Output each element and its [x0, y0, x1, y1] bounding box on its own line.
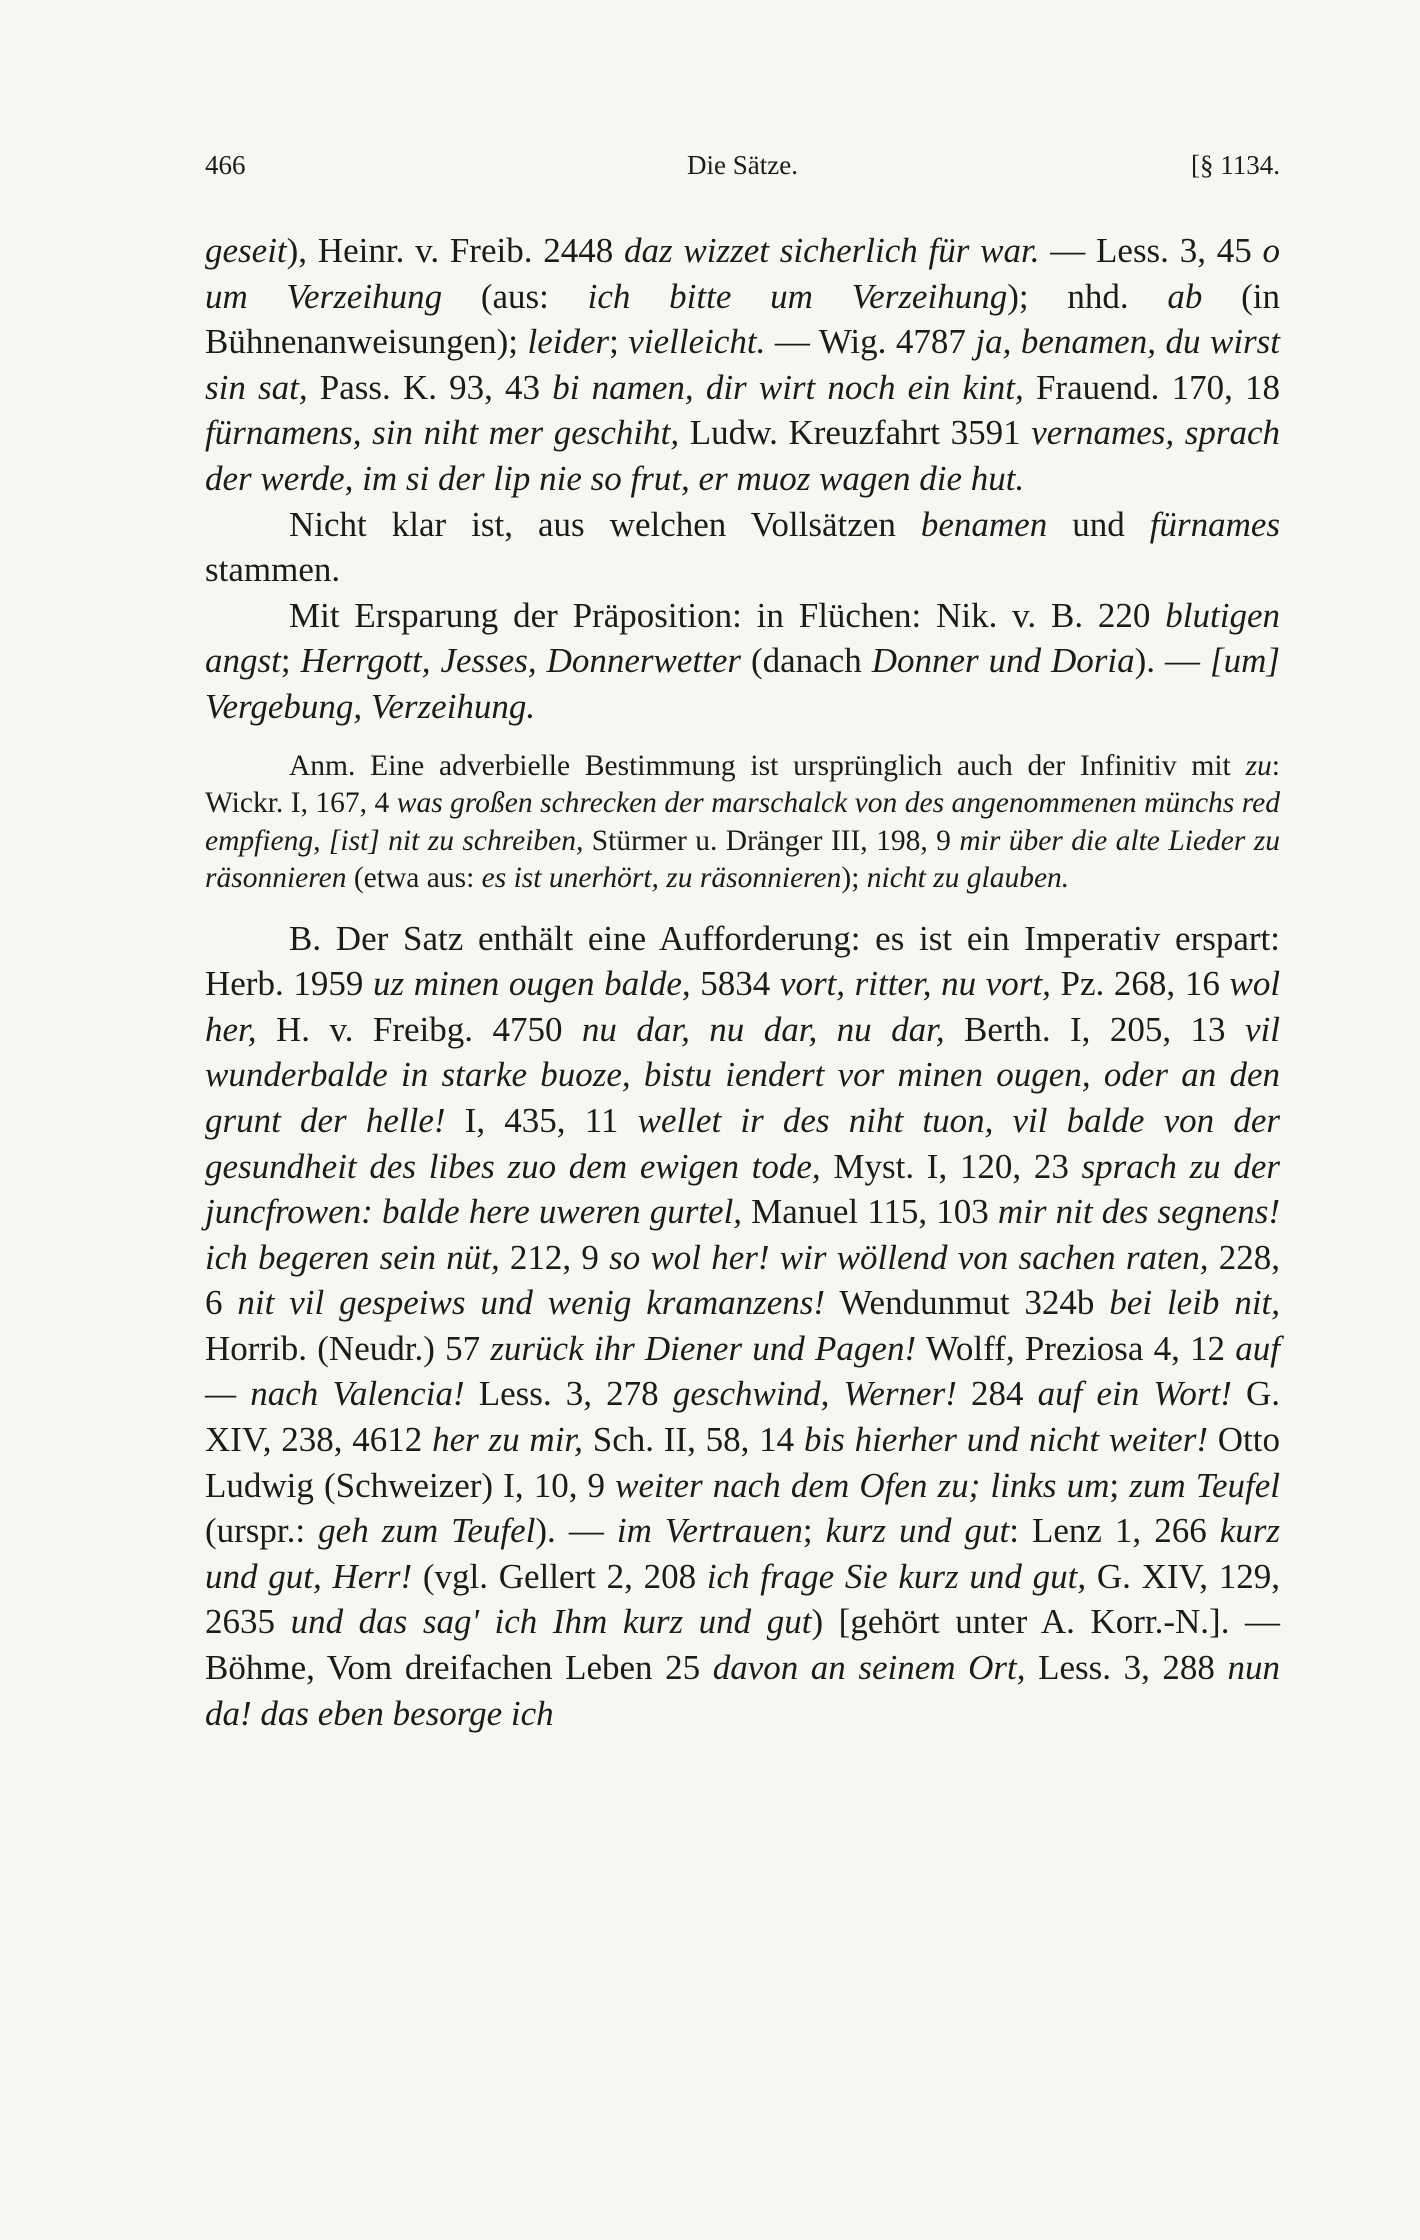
italic-quote: her zu mir, [432, 1420, 583, 1460]
italic-quote: vort, ritter, nu vort, [779, 964, 1051, 1004]
text-run: und [1047, 504, 1150, 544]
text-run: (urspr.: [205, 1511, 319, 1551]
italic-quote: und das sag' ich Ihm kurz und gut [290, 1602, 812, 1642]
text-run: Wendunmut 324b [825, 1283, 1110, 1323]
italic-quote: ja, benamen, du wirst sin sat, [205, 322, 1281, 407]
italic-quote: es ist unerhört, zu räsonnieren [481, 862, 842, 895]
italic-quote: auf — nach Valencia! [205, 1328, 1281, 1414]
text-run: H. v. Freibg. 4750 [256, 1009, 582, 1049]
text-run: (danach [741, 641, 872, 681]
text-run: B. Der Satz enthält eine Aufforderung: es ist ein Imperativ erspart: Herb. 1959 [205, 918, 1280, 1004]
text-run: (vgl. Gellert 2, 208 [412, 1556, 707, 1596]
text-run: ; [280, 641, 301, 681]
italic-quote: so wol her! wir wöllend von sachen raten, [609, 1237, 1209, 1277]
italic-quote: kurz und gut [825, 1511, 1010, 1551]
italic-quote: uz minen ougen balde, [373, 964, 691, 1004]
text-run: Pz. 268, 16 [1050, 964, 1230, 1004]
text-run: ); [841, 862, 867, 895]
paragraph-ersparung [205, 593, 1280, 730]
italic-quote: kurz und gut, Herr! [205, 1511, 1280, 1596]
text-run: Myst. I, 120, 23 [820, 1146, 1082, 1186]
text-run: I, 435, 11 [445, 1100, 638, 1140]
italic-quote: nun da! das eben besorge ich [205, 1648, 1280, 1733]
page-number: 466 [205, 150, 246, 180]
text-run: Pass. K. 93, 43 [307, 367, 553, 407]
text-run: Sch. II, 58, 14 [582, 1420, 804, 1460]
text-run: : Lenz 1, 266 [1009, 1511, 1220, 1551]
text-run: Anm. Eine adverbielle Bestimmung ist ursprünglich auch der Infinitiv mit [289, 749, 1246, 782]
text-run: 5834 [690, 964, 780, 1004]
text-run: stammen. [205, 550, 341, 590]
italic-quote: vielleicht. [628, 322, 766, 362]
text-run: : Wickr. I, 167, 4 [205, 749, 1280, 820]
text-run: (in Bühnenanweisungen); [205, 276, 1280, 362]
running-header [205, 150, 1280, 190]
italic-quote: auf ein Wort! [1037, 1374, 1232, 1414]
text-run: Otto Ludwig (Schweizer) I, 10, 9 [205, 1420, 1280, 1505]
italic-quote: nicht zu glauben. [866, 862, 1070, 895]
italic-quote: Donner und Doria [871, 641, 1135, 681]
italic-quote: fürnames [1149, 504, 1281, 544]
text-run: ). — [1134, 641, 1210, 681]
italic-quote: nu dar, nu dar, nu dar, [581, 1009, 945, 1049]
italic-quote: zurück ihr Diener und Pagen! [490, 1328, 917, 1368]
italic-quote: leider [527, 322, 610, 362]
annotation-note [205, 748, 1280, 898]
italic-quote: bei leib nit, [1109, 1283, 1281, 1323]
text-run: — Wig. 4787 [765, 322, 976, 362]
italic-quote: Herrgott, Jesses, Donnerwetter [300, 641, 742, 681]
text-run: 284 [956, 1374, 1038, 1414]
italic-quote: mir nit des segnens! ich begeren sein nüt, [205, 1192, 1280, 1277]
italic-quote: geh zum Teufel [318, 1511, 536, 1551]
text-run: (aus: [442, 276, 588, 316]
text-run: ) [gehört unter A. Korr.-N.]. — Böhme, Vom dreifachen Leben 25 [205, 1602, 1281, 1688]
text-run: Berth. I, 205, 13 [944, 1009, 1246, 1049]
italic-quote: zum Teufel [1129, 1465, 1280, 1505]
text-run: ; [1109, 1465, 1130, 1505]
text-run: (etwa aus: [346, 862, 482, 895]
italic-quote: benamen [920, 504, 1048, 544]
text-run: Horrib. (Neudr.) 57 [205, 1328, 491, 1368]
italic-quote: geschwind, Werner! [672, 1374, 957, 1414]
paragraph-section-b [205, 916, 1280, 1737]
italic-quote: ich frage Sie kurz und gut, [706, 1556, 1087, 1596]
text-run: Mit Ersparung der Präposition: in Flüchen: Nik. v. B. 220 [289, 595, 1166, 635]
text-run: — Less. 3, 45 [1039, 231, 1263, 270]
italic-quote: zu [1245, 749, 1272, 782]
italic-quote: blutigen angst [205, 595, 1280, 681]
text-run: Frauend. 170, 18 [1023, 367, 1280, 407]
italic-quote: vil wunderbalde in starke buoze, bistu iendert vor minen ougen, oder an den grunt der helle! [205, 1009, 1280, 1140]
italic-quote: ich bitte um Verzeihung [587, 276, 1008, 316]
italic-quote: wellet ir des niht tuon, vil balde von der gesundheit des libes zuo dem ewigen tode, [205, 1100, 1280, 1186]
text-run: ; [802, 1511, 826, 1551]
italic-quote: mir über die alte Lieder zu räsonnieren [205, 824, 1280, 895]
italic-quote: fürnamens, sin niht mer geschiht, [205, 413, 680, 453]
text-run: 212, 9 [499, 1237, 610, 1277]
text-run: Ludw. Kreuzfahrt 3591 [679, 413, 1032, 453]
section-reference: [§ 1134. [1191, 150, 1280, 180]
text-run: Stürmer u. Dränger III, 198, 9 [583, 824, 960, 857]
text-run: Manuel 115, 103 [742, 1192, 998, 1232]
italic-quote: im Vertrauen [616, 1511, 803, 1551]
text-run: Wolff, Preziosa 4, 12 [916, 1328, 1236, 1368]
text-run: ), Heinr. v. Freib. 2448 [286, 231, 625, 270]
italic-quote: weiter nach dem Ofen zu; links um [615, 1465, 1110, 1505]
italic-quote: geseit [205, 231, 287, 270]
text-run: G. XIV, 129, 2635 [205, 1556, 1281, 1642]
italic-quote: davon an seinem Ort, [712, 1648, 1026, 1688]
body-text [205, 228, 1280, 1736]
text-run: Nicht klar ist, aus welchen Vollsätzen [289, 504, 921, 544]
italic-quote: sprach zu der juncfrowen: balde here uweren gurtel, [205, 1146, 1280, 1232]
italic-quote: bis hierher und nicht weiter! [803, 1420, 1208, 1460]
italic-quote: vernames, sprach der werde, im si der lip nie so frut, er muoz wagen die hut. [205, 413, 1281, 498]
italic-quote: o um Verzeihung [205, 231, 1280, 316]
text-run: Less. 3, 288 [1025, 1648, 1228, 1688]
italic-quote: ab [1167, 276, 1203, 316]
text-run: ); nhd. [1007, 276, 1168, 316]
text-run: Less. 3, 278 [464, 1374, 673, 1414]
italic-quote: nit vil gespeiws und wenig kramanzens! [237, 1283, 826, 1323]
italic-quote: [um] Vergebung, Verzeihung. [205, 641, 1280, 726]
italic-quote: wol her, [205, 964, 1281, 1049]
paragraph-continuation [205, 228, 1280, 502]
italic-quote: was großen schrecken der marschalck von des angenommenen münchs red empfieng, [ist] nit zu schreiben, [205, 787, 1280, 857]
text-run: ; [609, 322, 629, 362]
text-run: 228, 6 [205, 1237, 1281, 1323]
paragraph-benamen [205, 502, 1280, 593]
text-run: ). — [535, 1511, 617, 1551]
italic-quote: bi namen, dir wirt noch ein kint, [552, 367, 1024, 407]
text-run: G. XIV, 238, 4612 [205, 1374, 1281, 1460]
running-title: Die Sätze. [687, 150, 798, 180]
italic-quote: daz wizzet sicherlich für war. [624, 231, 1040, 270]
